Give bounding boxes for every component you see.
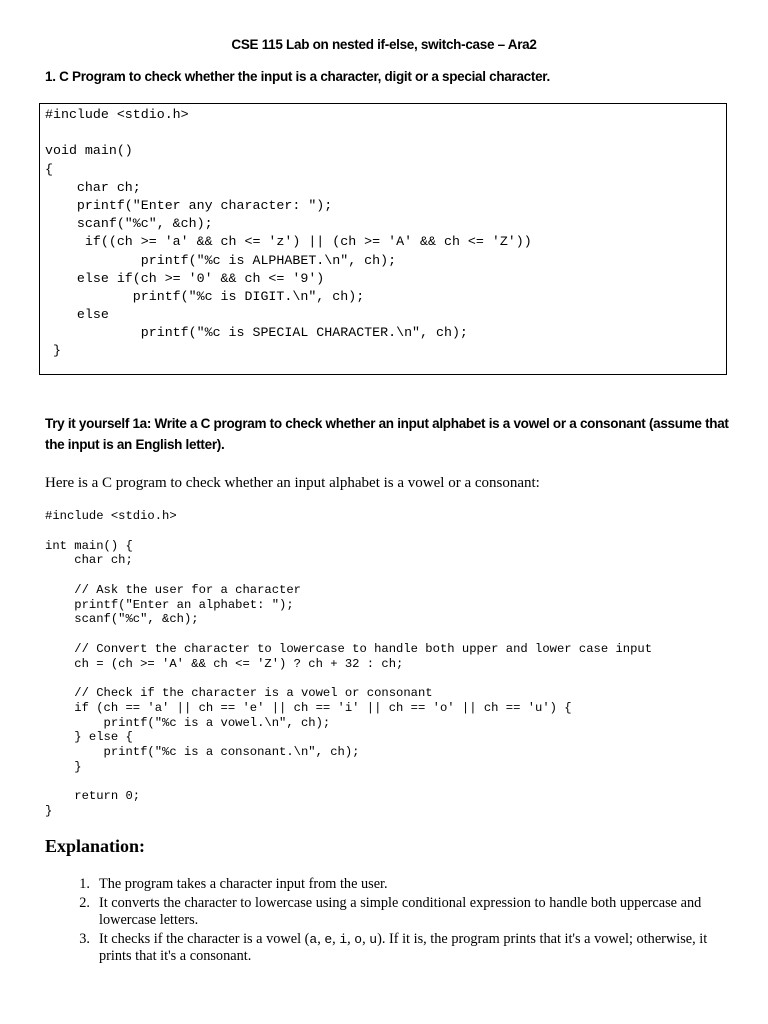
document-title: CSE 115 Lab on nested if-else, switch-case – Ara2	[231, 37, 537, 52]
code-line: if((ch >= 'a' && ch <= 'z') || (ch >= 'A' && ch <= 'Z'))	[45, 234, 532, 250]
code-line: scanf("%c", &ch);	[45, 216, 213, 232]
vowel-i: i	[339, 931, 348, 947]
list-item-text: The program takes a character input from the user.	[99, 876, 388, 892]
code-line: void main()	[45, 143, 133, 159]
code-line: }	[45, 804, 53, 818]
code-line: printf("%c is ALPHABET.\n", ch);	[45, 252, 397, 268]
code-line	[45, 524, 652, 539]
list-item-number: 3.	[79, 930, 90, 947]
vowel-e: e	[324, 931, 333, 947]
vowel-a: a	[309, 931, 318, 947]
code-line: #include <stdio.h>	[45, 107, 189, 122]
explanation-list	[45, 876, 735, 967]
code-block-2	[45, 509, 652, 819]
code-block-1	[39, 103, 727, 375]
code-line: printf("%c is DIGIT.\n", ch);	[45, 288, 365, 304]
code-line: printf("Enter an alphabet: ");	[45, 597, 294, 612]
code-line: // Convert the character to lowercase to handle both upper and lower case input	[45, 641, 653, 656]
code-line: printf("%c is SPECIAL CHARACTER.\n", ch);	[45, 325, 468, 341]
code-line	[45, 124, 726, 142]
list-item	[45, 876, 735, 894]
code-line: else if(ch >= '0' && ch <= '9')	[45, 270, 325, 286]
try-it-yourself-heading: Try it yourself 1a: Write a C program to check whether an input alphabet is a vowel or a consonant (assume that the input is an English letter).	[45, 416, 729, 452]
code-line: }	[45, 759, 82, 774]
code-line: printf("%c is a vowel.\n", ch);	[45, 715, 331, 730]
list-item-text-before: It checks if the character is a vowel (	[99, 930, 310, 947]
code-line: char ch;	[45, 553, 133, 568]
intro-paragraph: Here is a C program to check whether an input alphabet is a vowel or a consonant:	[45, 475, 540, 491]
code-line: else	[45, 307, 109, 323]
code-line	[45, 775, 652, 790]
list-item-number: 2.	[79, 894, 90, 911]
code-line: } else {	[45, 730, 133, 745]
code-line	[45, 627, 652, 642]
code-line	[45, 671, 652, 686]
code-line: char ch;	[45, 179, 141, 195]
code-line: // Ask the user for a character	[45, 582, 301, 597]
list-item	[45, 931, 735, 966]
vowel-u: u	[369, 931, 378, 947]
code-line: }	[45, 343, 61, 359]
code-line: printf("%c is a consonant.\n", ch);	[45, 745, 360, 759]
list-item-text: It converts the character to lowercase using a simple conditional expression to handle both uppercase and lowercase letters.	[99, 894, 702, 928]
list-item-text: It checks if the character is a vowel (a, e, i, o, u). If it is, the program prints that it's a vowel; otherwise, it prints that it's a consonant.	[99, 930, 708, 964]
explanation-heading: Explanation:	[45, 836, 146, 856]
code-line: if (ch == 'a' || ch == 'e' || ch == 'i' || ch == 'o' || ch == 'u') {	[45, 700, 572, 715]
code-line: printf("Enter any character: ");	[45, 197, 333, 213]
list-item-number: 1.	[79, 876, 90, 892]
list-item	[45, 895, 735, 930]
vowel-o: o	[354, 931, 363, 947]
code-line	[45, 568, 652, 583]
code-line: #include <stdio.h>	[45, 509, 177, 523]
code-line: {	[45, 161, 53, 177]
code-line: scanf("%c", &ch);	[45, 612, 199, 627]
code-line: ch = (ch >= 'A' && ch <= 'Z') ? ch + 32 : ch;	[45, 656, 404, 671]
code-line: // Check if the character is a vowel or consonant	[45, 686, 433, 700]
code-line: return 0;	[45, 789, 141, 804]
question-1-heading: 1. C Program to check whether the input is a character, digit or a special character.	[45, 69, 550, 84]
code-line: int main() {	[45, 538, 133, 553]
list-item-text-after: ). If it is, the program prints that it's a vowel; otherwise, it prints that it's a consonant.	[99, 930, 708, 964]
